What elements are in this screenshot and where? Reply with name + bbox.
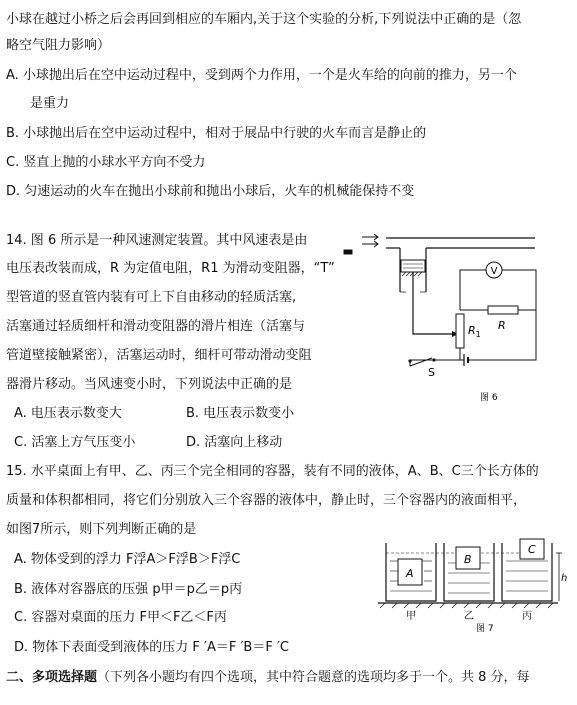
q15-stem-line3: 如图7所示，则下列判断正确的是 [6,522,197,537]
section-2-instructions: （下列各小题均有四个选项，其中符合题意的选项均多于一个。共 8 分，每 [97,670,530,685]
q14-stem-line5: 管道壁接触紧密），活塞运动时，细杆可带动滑动变阻 [6,348,312,363]
height-label: h [561,573,568,584]
section-2-heading [6,668,530,688]
block-a-label: A [406,567,414,580]
container-jia-label: 甲 [406,611,416,622]
q15-stem-line2: 质量和体积都相同，将它们分别放入三个容器的液体中，静止时，三个容器内的液面相平， [6,493,527,508]
switch-label: S [428,366,435,379]
block-b-label: B [464,553,472,566]
q13-option-a-line2: 是重力 [30,96,70,111]
container-yi-label: 乙 [464,611,474,622]
q13-option-a-line1: A. 小球抛出后在空中运动过程中，受到两个力作用，一个是火车给的向前的推力，另一个 [6,68,517,83]
q13-option-c: C. 竖直上抛的小球水平方向不受力 [6,155,206,170]
q14-stem-line4: 活塞通过轻质细杆和滑动变阻器的滑片相连（活塞与 [6,319,306,334]
q13-option-b: B. 小球抛出后在空中运动过程中，相对于展品中行驶的火车而言是静止的 [6,126,427,141]
q15-stem-line1: 15. 水平桌面上有甲、乙、丙三个完全相同的容器，装有不同的液体，A、B、C三个长方体的 [6,464,539,479]
q15-option-c: C. 容器对桌面的压力 F甲＜F乙＜F丙 [14,610,227,625]
q15-option-a: A. 物体受到的浮力 F浮A＞F浮B＞F浮C [14,552,241,567]
fixed-resistor [488,306,518,314]
container-bing-label: 丙 [522,611,532,622]
figure-6-wind-speed-device [340,230,565,405]
q14-stem-line1: 14. 图 6 所示是一种风速测定装置。其中风速表是由 [6,233,308,248]
connecting-rod [413,272,452,334]
q14-option-c: C. 活塞上方气压变小 [14,435,136,450]
block-c-label: C [528,543,536,556]
rheostat [456,314,464,348]
q13-option-d: D. 匀速运动的火车在抛出小球前和抛出小球后，火车的机械能保持不变 [6,184,415,199]
q14-stem-line2: 电压表改装而成，R 为定值电阻，R1 为滑动变阻器，“T” [6,261,335,276]
battery-icon [464,354,468,366]
rheostat-label: $R_1$ [468,324,481,339]
q14-stem-line3: 型管道的竖直管内装有可上下自由移动的轻质活塞, [6,290,297,305]
wind-arrows-icon [344,234,378,254]
q14-option-d: D. 活塞向上移动 [186,435,283,450]
q14-option-b: B. 电压表示数变小 [186,406,295,421]
q14-option-a: A. 电压表示数变大 [14,406,122,421]
figure-7-caption: 图 7 [476,624,494,634]
figure-6-caption: 图 6 [480,393,498,403]
figure-7-containers [378,535,573,635]
voltmeter-label: V [490,266,498,277]
piston [401,260,425,272]
q15-option-d: D. 物体下表面受到液体的压力 F ′A＝F ′B＝F ′C [14,640,289,655]
resistor-r-label: R [498,319,506,332]
q14-stem-line6: 器滑片移动。当风速变小时，下列说法中正确的是 [6,377,293,392]
circuit-wires [410,270,536,366]
q15-option-b: B. 液体对容器底的压强 p甲＝p乙＝p丙 [14,582,243,597]
q13-stem-line1: 小球在越过小桥之后会再回到相应的车厢内,关于这个实验的分析,下列说法中正确的是（忽 [6,12,522,27]
q13-stem-line2: 略空气阻力影响） [6,38,111,53]
section-2-title: 二、多项选择题 [6,670,98,685]
